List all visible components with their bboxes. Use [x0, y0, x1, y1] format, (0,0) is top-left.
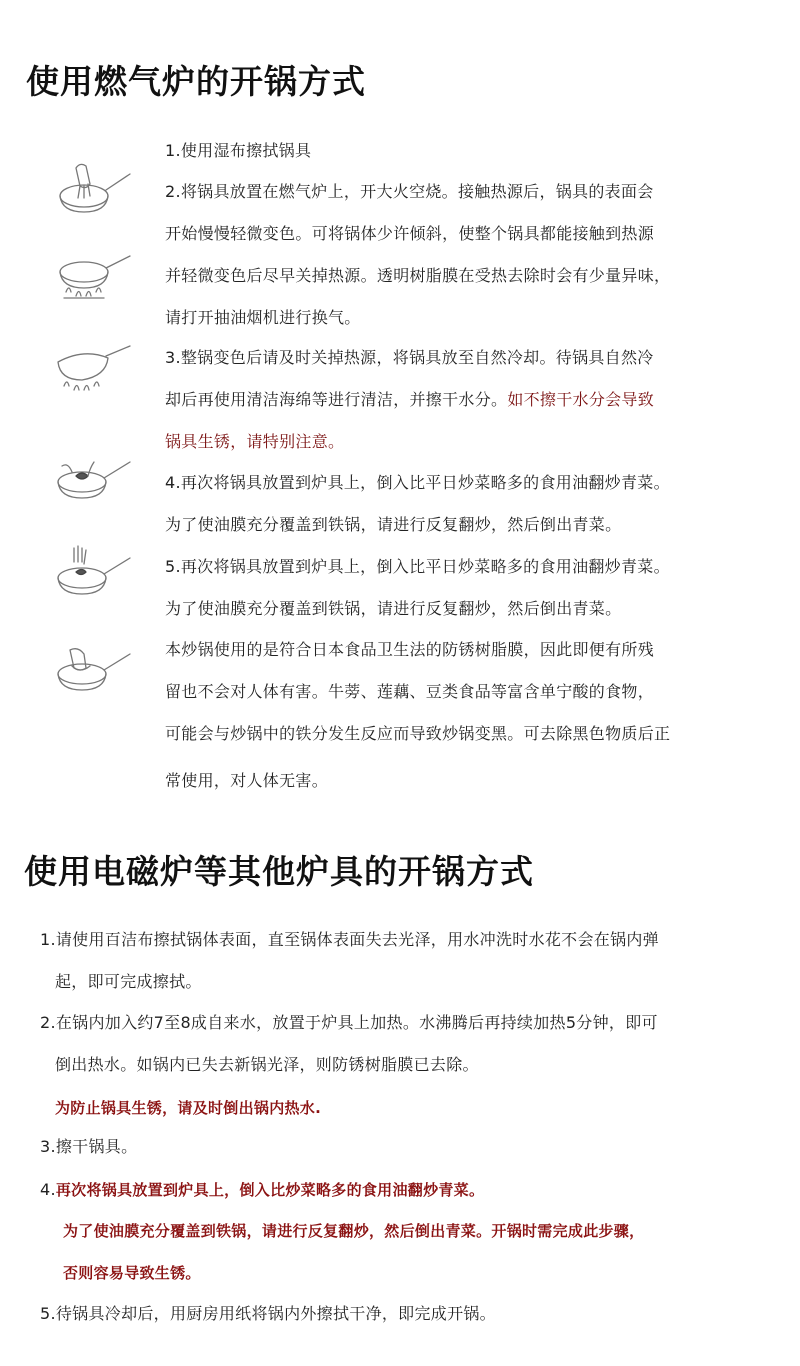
pan-stirfry-hands-icon — [50, 452, 132, 514]
step2-text-line2: 开始慢慢轻微变色。可将锅体少许倾斜，使整个锅具都能接触到热源 — [165, 224, 655, 243]
step3-text-line1: 3.整锅变色后请及时关掉热源，将锅具放至自然冷却。待锅具自然冷 — [165, 348, 654, 367]
section1-title: 使用燃气炉的开锅方式 — [26, 62, 366, 101]
s2-step4-line1 — [40, 1180, 484, 1200]
s2-step4-line3: 否则容易导致生锈。 — [63, 1264, 201, 1282]
step3-warning-part2: 锅具生锈，请特别注意。 — [165, 432, 345, 451]
step5-text-line1: 5.再次将锅具放置到炉具上，倒入比平日炒菜略多的食用油翻炒青菜。 — [165, 557, 670, 576]
step2-text-line1: 2.将锅具放置在燃气炉上，开大火空烧。接触热源后，锅具的表面会 — [165, 182, 654, 201]
s2-step4-warning: 再次将锅具放置到炉具上，倒入比炒菜略多的食用油翻炒青菜。 — [55, 1181, 485, 1199]
s2-step5-text: 5.待锅具冷却后，用厨房用纸将锅内外擦拭干净，即完成开锅。 — [40, 1304, 496, 1323]
s2-step1-line2: 起，即可完成擦拭。 — [55, 972, 202, 991]
section2-title: 使用电磁炉等其他炉具的开锅方式 — [24, 852, 534, 891]
step1-text: 1.使用湿布擦拭锅具 — [165, 141, 312, 160]
step3-warning-part1: 如不擦干水分会导致 — [507, 390, 655, 409]
step3-text-line2-normal: 却后再使用清洁海绵等进行清洁，并擦干水分。 — [165, 390, 508, 409]
s2-step1-line1: 1.请使用百洁布擦拭锅体表面，直至锅体表面失去光泽，用水冲洗时水花不会在锅内弹 — [40, 930, 659, 949]
step3-text-line2 — [165, 390, 654, 410]
hand-wiping-pan-icon — [50, 156, 132, 218]
step4-text-line2: 为了使油膜充分覆盖到铁锅，请进行反复翻炒，然后倒出青菜。 — [165, 515, 622, 534]
s2-step4-line2: 为了使油膜充分覆盖到铁锅，请进行反复翻炒，然后倒出青菜。开锅时需完成此步骤， — [63, 1222, 645, 1240]
tilted-pan-flames-icon — [50, 340, 132, 402]
step5-text-line2: 为了使油膜充分覆盖到铁锅，请进行反复翻炒，然后倒出青菜。 — [165, 599, 622, 618]
note-text-line1: 本炒锅使用的是符合日本食品卫生法的防锈树脂膜，因此即便有所残 — [165, 640, 655, 659]
note-text-line4: 常使用，对人体无害。 — [165, 771, 329, 790]
step2-text-line4: 请打开抽油烟机进行换气。 — [165, 308, 361, 327]
s2-step2-line2: 倒出热水。如锅内已失去新锅光泽，则防锈树脂膜已去除。 — [55, 1055, 479, 1074]
s2-step2-line1: 2.在锅内加入约7至8成自来水，放置于炉具上加热。水沸腾后再持续加热5分钟，即可 — [40, 1013, 658, 1032]
s2-warning-hot-water: 为防止锅具生锈，请及时倒出锅内热水. — [55, 1099, 322, 1117]
note-text-line3: 可能会与炒锅中的铁分发生反应而导致炒锅变黑。可去除黑色物质后正 — [165, 724, 671, 743]
note-text-line2: 留也不会对人体有害。牛蒡、莲藕、豆类食品等富含单宁酸的食物， — [165, 682, 655, 701]
pan-cooking-hand-icon — [50, 542, 132, 604]
s2-step4-number: 4. — [40, 1180, 56, 1199]
step4-text-line1: 4.再次将锅具放置到炉具上，倒入比平日炒菜略多的食用油翻炒青菜。 — [165, 473, 670, 492]
s2-step3-text: 3.擦干锅具。 — [40, 1137, 138, 1156]
step2-text-line3: 并轻微变色后尽早关掉热源。透明树脂膜在受热去除时会有少量异味， — [165, 266, 671, 285]
pan-heating-flames-icon — [50, 248, 132, 310]
pan-wiping-hand-icon — [50, 640, 132, 702]
